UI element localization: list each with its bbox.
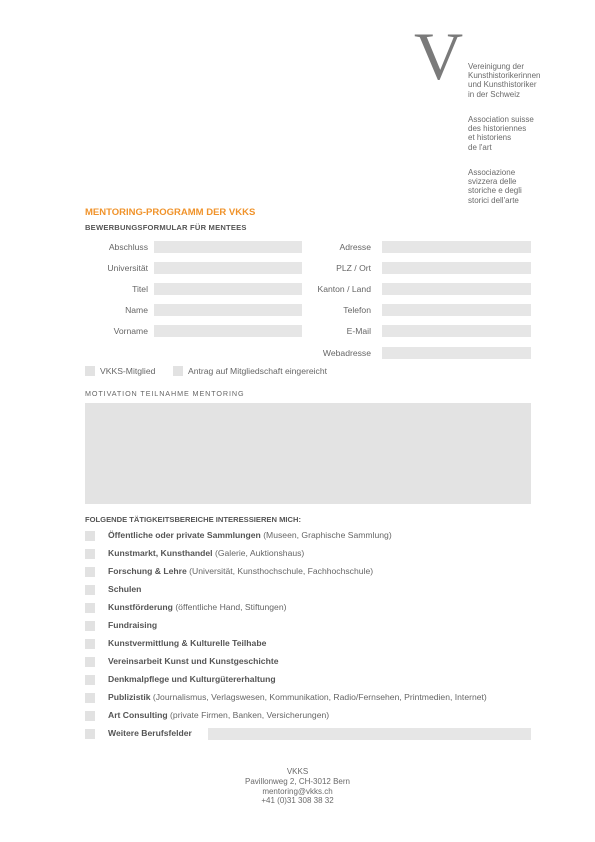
- antrag-mitgliedschaft-label: Antrag auf Mitgliedschaft eingereicht: [188, 366, 328, 376]
- interest-label: Forschung & Lehre: [108, 566, 187, 576]
- kanton-land-field[interactable]: [382, 283, 531, 295]
- vkks-mitglied-label: VKKS-Mitglied: [100, 366, 156, 376]
- interest-label: Art Consulting: [108, 710, 168, 720]
- footer: [0, 767, 595, 806]
- email-field[interactable]: [382, 325, 531, 337]
- interest-label: Vereinsarbeit Kunst und Kunstgeschichte: [108, 656, 279, 666]
- adresse-field[interactable]: [382, 241, 531, 253]
- plz-ort-label: PLZ / Ort: [336, 263, 371, 273]
- footer-phone: +41 (0)31 308 38 32: [261, 796, 334, 806]
- vorname-label: Vorname: [113, 326, 148, 336]
- plz-ort-field[interactable]: [382, 262, 531, 274]
- interest-checkbox[interactable]: [85, 693, 95, 703]
- email-label: E-Mail: [346, 326, 371, 336]
- vkks-logo: V: [414, 18, 464, 94]
- telefon-field[interactable]: [382, 304, 531, 316]
- vkks-mitglied-checkbox[interactable]: [85, 366, 95, 376]
- interest-label: Fundraising: [108, 620, 158, 630]
- titel-label: Titel: [132, 284, 148, 294]
- interest-label: Weitere Berufsfelder: [108, 728, 192, 738]
- interest-checkbox[interactable]: [85, 531, 95, 541]
- interest-label: Kunstvermittlung & Kulturelle Teilhabe: [108, 638, 267, 648]
- interest-checkbox[interactable]: [85, 657, 95, 667]
- page-title: MENTORING-PROGRAMM DER VKKS: [85, 207, 256, 218]
- adresse-label: Adresse: [339, 242, 371, 252]
- footer-org: VKKS: [286, 767, 309, 776]
- interest-label: Kunstförderung: [108, 602, 173, 612]
- interest-checkbox[interactable]: [85, 711, 95, 721]
- webadresse-label: Webadresse: [322, 348, 371, 358]
- interest-detail: (Museen, Graphische Sammlung): [260, 530, 392, 540]
- interest-checkbox[interactable]: [85, 729, 95, 739]
- footer-email[interactable]: mentoring@vkks.ch: [262, 786, 333, 796]
- interest-label: Kunstmarkt, Kunsthandel: [108, 548, 213, 558]
- association-name-fr: Association suisse des historiennes et historiens de l'art: [468, 115, 534, 152]
- telefon-label: Telefon: [343, 305, 371, 315]
- interest-label: Öffentliche oder private Sammlungen: [108, 530, 261, 540]
- interest-checkbox[interactable]: [85, 675, 95, 685]
- interest-detail: (Galerie, Auktionshaus): [212, 548, 305, 558]
- abschluss-label: Abschluss: [108, 242, 148, 252]
- interest-label: Denkmalpflege und Kulturgütererhaltung: [108, 674, 276, 684]
- antrag-mitgliedschaft-checkbox[interactable]: [173, 366, 183, 376]
- weitere-berufsfelder-field[interactable]: [208, 728, 531, 740]
- kanton-land-label: Kanton / Land: [317, 284, 371, 294]
- footer-address: Pavillonweg 2, CH-3012 Bern: [245, 776, 350, 786]
- interest-label: Publizistik: [108, 692, 151, 702]
- interest-label: Schulen: [108, 584, 142, 594]
- interest-checkbox[interactable]: [85, 603, 95, 613]
- interest-detail: (Journalismus, Verlagswesen, Kommunikation, Radio/Fernsehen, Printmedien, Internet): [150, 692, 487, 702]
- name-label: Name: [125, 305, 148, 315]
- interest-detail: (öffentliche Hand, Stiftungen): [172, 602, 287, 612]
- webadresse-field[interactable]: [382, 347, 531, 359]
- interest-checkbox[interactable]: [85, 567, 95, 577]
- motivation-label: MOTIVATION TEILNAHME MENTORING: [85, 389, 245, 398]
- universitaet-label: Universität: [107, 263, 148, 273]
- association-name-it: Associazione svizzera delle storiche e degli storici dell'arte: [468, 168, 522, 205]
- association-name-de: Vereinigung der Kunsthistorikerinnen und Kunsthistoriker in der Schweiz: [468, 62, 541, 99]
- interest-checkbox[interactable]: [85, 549, 95, 559]
- interests-title: FOLGENDE TÄTIGKEITSBEREICHE INTERESSIEREN MICH:: [85, 515, 302, 524]
- page-subtitle: BEWERBUNGSFORMULAR FÜR MENTEES: [85, 223, 247, 232]
- motivation-textarea[interactable]: [85, 403, 531, 504]
- interest-checkbox[interactable]: [85, 585, 95, 595]
- interest-detail: (private Firmen, Banken, Versicherungen): [167, 710, 330, 720]
- interest-detail: (Universität, Kunsthochschule, Fachhochschule): [186, 566, 374, 576]
- interest-checkbox[interactable]: [85, 639, 95, 649]
- interest-checkbox[interactable]: [85, 621, 95, 631]
